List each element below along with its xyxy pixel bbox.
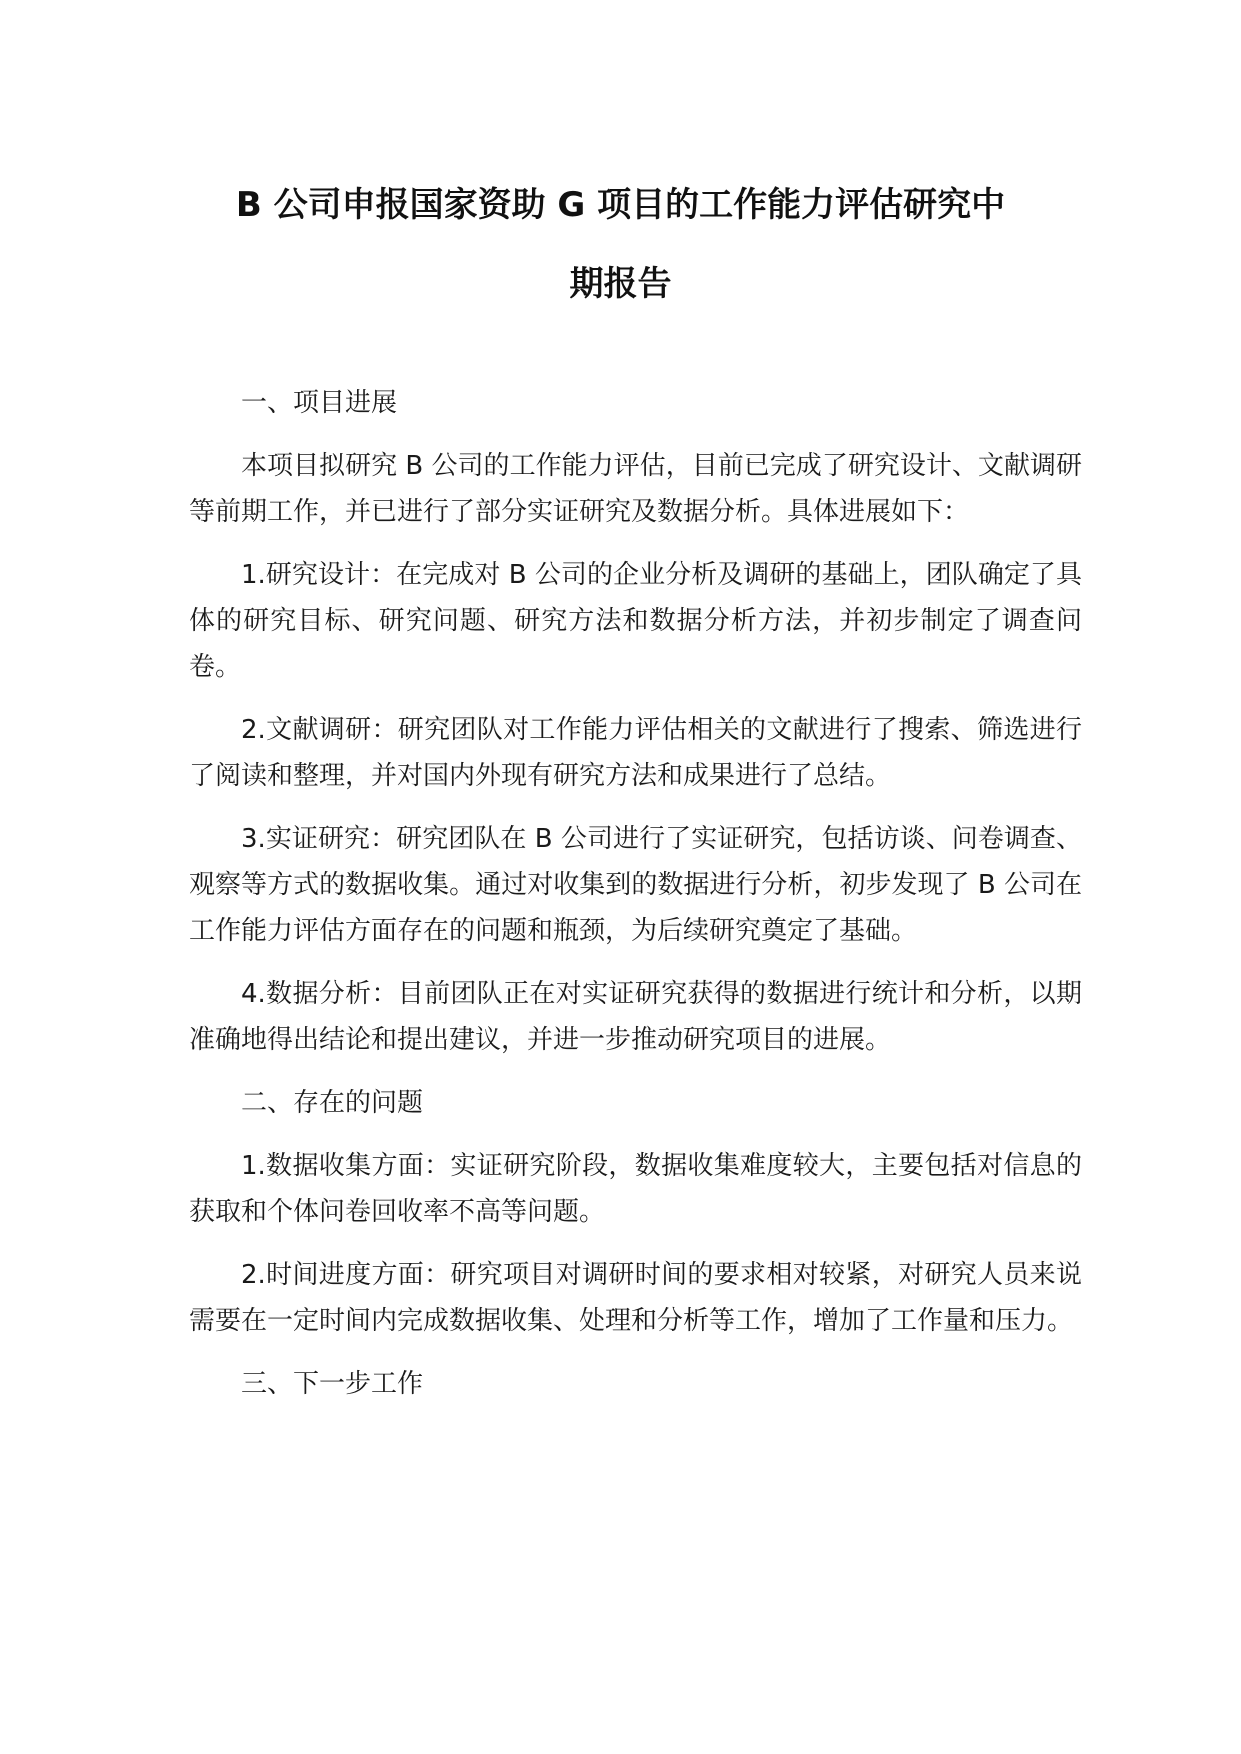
body-paragraph: 1.研究设计：在完成对 B 公司的企业分析及调研的基础上，团队确定了具体的研究目标、研究问题、研究方法和数据分析方法，并初步制定了调查问卷。 — [189, 560, 1082, 682]
document-title-line-2: 期报告 — [569, 264, 672, 304]
body-paragraph: 4.数据分析：目前团队正在对实证研究获得的数据进行统计和分析，以期准确地得出结论和提出建议，并进一步推动研究项目的进展。 — [189, 979, 1082, 1055]
section-heading-progress: 一、项目进展 — [241, 388, 398, 418]
body-paragraph: 本项目拟研究 B 公司的工作能力评估，目前已完成了研究设计、文献调研等前期工作，并已进行了部分实证研究及数据分析。具体进展如下： — [189, 451, 1082, 527]
section-heading-next-steps: 三、下一步工作 — [241, 1369, 424, 1399]
section-heading-problems: 二、存在的问题 — [241, 1088, 424, 1118]
body-paragraph: 3.实证研究：研究团队在 B 公司进行了实证研究，包括访谈、问卷调查、观察等方式的数据收集。通过对收集到的数据进行分析，初步发现了 B 公司在工作能力评估方面存在的问题和瓶颈，为后续研究奠定了基础。 — [189, 824, 1082, 946]
body-paragraph: 2.文献调研：研究团队对工作能力评估相关的文献进行了搜索、筛选进行了阅读和整理，并对国内外现有研究方法和成果进行了总结。 — [189, 715, 1082, 791]
document-body — [189, 380, 1082, 1407]
body-paragraph: 1.数据收集方面：实证研究阶段，数据收集难度较大，主要包括对信息的获取和个体问卷回收率不高等问题。 — [189, 1151, 1082, 1227]
document-title-line-1: B 公司申报国家资助 G 项目的工作能力评估研究中 — [235, 185, 1006, 225]
body-paragraph: 2.时间进度方面：研究项目对调研时间的要求相对较紧，对研究人员来说需要在一定时间内完成数据收集、处理和分析等工作，增加了工作量和压力。 — [189, 1260, 1082, 1336]
